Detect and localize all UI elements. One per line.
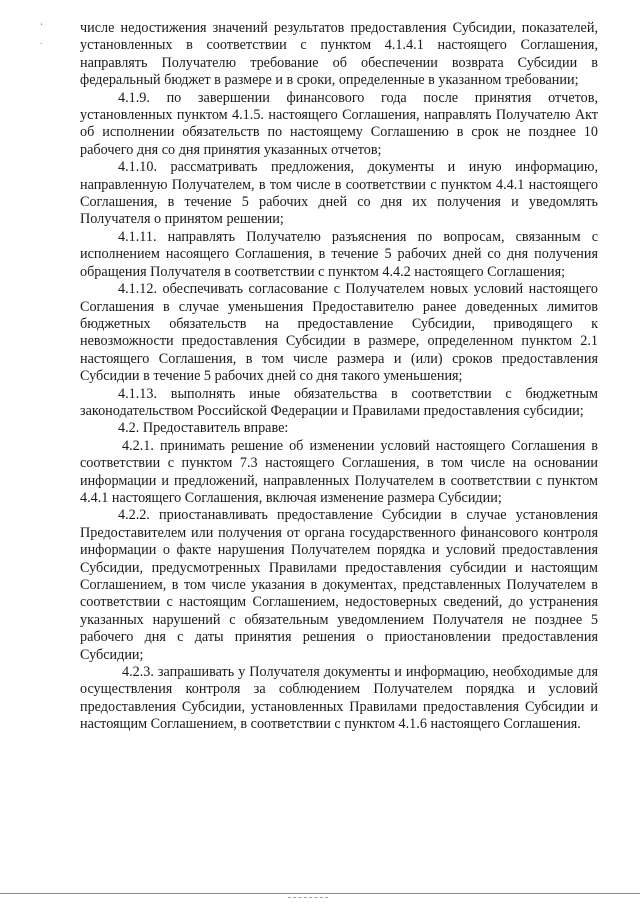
section-heading-4-2: 4.2. Предоставитель вправе:	[118, 420, 289, 437]
scan-speck: .	[40, 36, 43, 46]
paragraph-4-2-1: 4.2.1. принимать решение об изменении условий настоящего Соглашения в соответствии с пунктом 7.3 настоящего Соглашения, в том числе на основании информации и предложений, направленных Получателем в соответствии с пунктом 4.4.1 настоящего Соглашения, включая изменение размера Субсидии;	[80, 437, 598, 506]
paragraph-4-2-2: 4.2.2. приостанавливать предоставление Субсидии в случае установления Предоставителем или получения от органа государственного финансового контроля информации о факте нарушения Получателем порядка и условий предоставления Субсидии, предусмотренных Правилами предоставления субсидии и настоящим Соглашением, в том числе указания в документах, представленных Получателем в соответствии с настоящим Соглашением, недостоверных сведений, до устранения указанных нарушений с обязательным уведомлением Получателя не позднее 5 рабочего дня с даты принятия решения о приостановлении предоставления Субсидии;	[80, 507, 598, 663]
paragraph-4-1-9: 4.1.9. по завершении финансового года после принятия отчетов, установленных пунктом 4.1.5. настоящего Соглашения, направлять Получателю Акт об исполнении обязательств по настоящему Соглашению в срок не позднее 10 рабочего дня со дня принятия указанных отчетов;	[80, 89, 598, 158]
paragraph-continuation: числе недостижения значений результатов предоставления Субсидии, показателей, установленных в соответствии с пунктом 4.1.4.1 настоящего Соглашения, направлять Получателю требование об обеспечении возврата Субсидии в федеральный бюджет в размере и в сроки, определенные в указанном требовании;	[80, 20, 598, 89]
scan-specks	[40, 22, 43, 52]
scan-speck: ‘	[40, 21, 43, 31]
paragraph-4-1-13: 4.1.13. выполнять иные обязательства в соответствии с бюджетным законодательством Российской Федерации и Правилами предоставления субсидии;	[80, 385, 598, 419]
paragraph-4-1-11: 4.1.11. направлять Получателю разъяснения по вопросам, связанным с исполнением насоящего Соглашения, в течение 5 рабочих дней со дня получения обращения Получателя в соответствии с пунктом 4.4.2 настоящего Соглашения;	[80, 228, 598, 280]
paragraph-4-1-10: 4.1.10. рассматривать предложения, документы и иную информацию, направленную Получателем, в том числе в соответствии с пунктом 4.4.1 настоящего Соглашения, в течение 5 рабочих дней со дня их получения и уведомлять Получателя о принятом решении;	[80, 159, 598, 228]
document-body	[80, 20, 598, 734]
paragraph-4-2-3: 4.2.3. запрашивать у Получателя документы и информацию, необходимые для осуществления контроля за соблюдением Получателем порядка и условий предоставления Субсидии, установленных Правилами предоставления Субсидии и настоящим Соглашением, в соответствии с пунктом 4.1.6 настоящего Соглашения.	[80, 664, 598, 733]
page-bottom-line	[0, 893, 640, 894]
page-bottom-dots	[288, 897, 328, 898]
paragraph-4-1-12: 4.1.12. обеспечивать согласование с Получателем новых условий настоящего Соглашения в случае уменьшения Предоставителю ранее доведенных лимитов бюджетных обязательств на предоставление Субсидии, приводящего к невозможности предоставления Субсидии в размере, определенном пунктом 2.1 настоящего Соглашения, в том числе размера и (или) сроков предоставления Субсидии в течение 5 рабочих дней со дня такого уменьшения;	[80, 281, 598, 385]
